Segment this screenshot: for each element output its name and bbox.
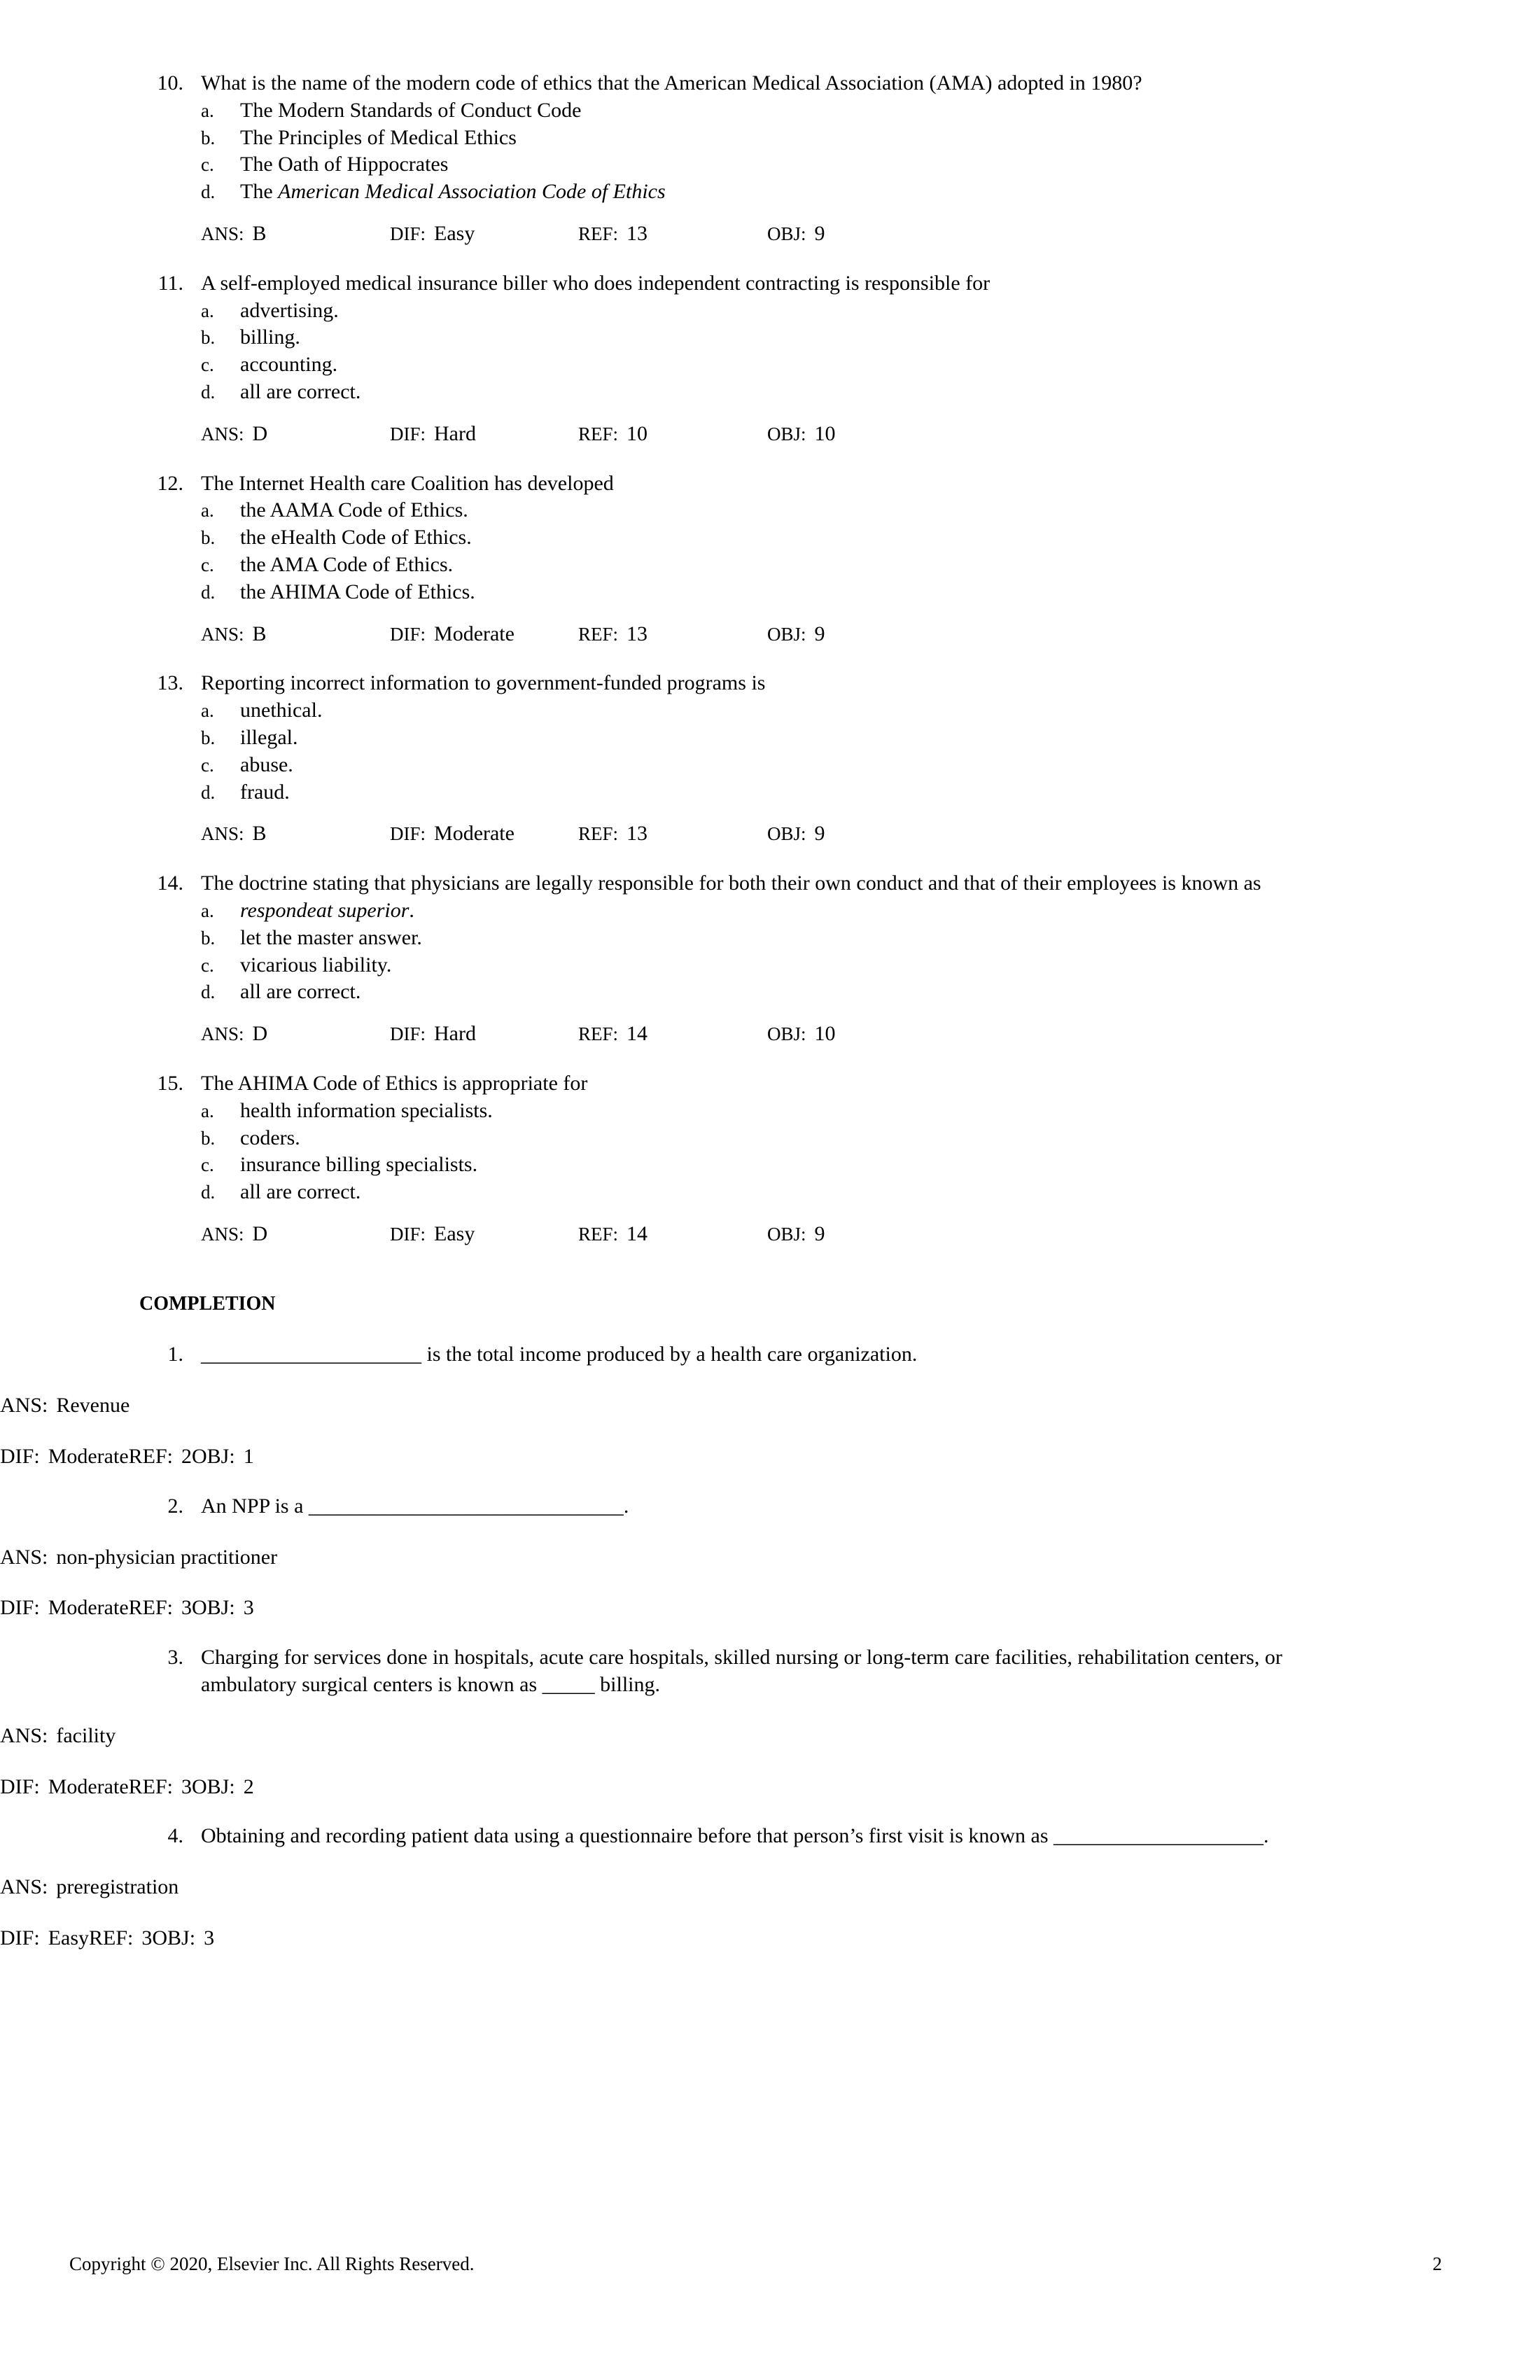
- option-text-plain: the AMA Code of Ethics.: [240, 552, 454, 576]
- reference: [129, 1596, 192, 1619]
- question-number: 10.: [157, 71, 183, 94]
- completion-question-line: [0, 1341, 1540, 1368]
- answer-key-value: B: [252, 221, 267, 245]
- answer-key: [201, 1221, 267, 1248]
- question-stem: [0, 270, 1540, 298]
- question-number: 2.: [167, 1494, 183, 1518]
- answer-metadata: [0, 820, 1540, 848]
- option-text: [240, 697, 322, 724]
- reference-value: 13: [626, 221, 648, 245]
- difficulty-label: DIF:: [0, 1926, 40, 1950]
- objective-label: OBJ:: [152, 1926, 196, 1950]
- answer-metadata: [0, 421, 1540, 448]
- reference: [129, 1775, 192, 1798]
- option-text-plain: the AHIMA Code of Ethics.: [240, 580, 475, 603]
- difficulty-value: Easy: [434, 1222, 475, 1245]
- answer-line: [0, 1723, 1540, 1750]
- answer-metadata: [0, 1443, 1540, 1471]
- option-letter: c.: [201, 954, 214, 976]
- reference: [578, 220, 648, 248]
- question-stem: [0, 470, 1540, 498]
- difficulty-value: Moderate: [48, 1774, 129, 1798]
- reference-value: 3: [181, 1774, 192, 1798]
- completion-item: [0, 1644, 1540, 1800]
- answer-key-label: ANS:: [201, 823, 244, 845]
- question-text: Reporting incorrect information to government-funded programs is: [201, 671, 766, 695]
- completion-item: [0, 1493, 1540, 1622]
- option-text-plain: unethical.: [240, 699, 323, 722]
- difficulty-value: Easy: [48, 1926, 90, 1950]
- option-text: [240, 178, 666, 206]
- reference-value: 13: [626, 622, 648, 645]
- answer-option: [0, 979, 1540, 1006]
- question-text: Charging for services done in hospitals, acute care hospitals, skilled nursing or long-term care facilities, rehabilitation centers, or: [201, 1646, 1282, 1670]
- page-number: 2: [1432, 2253, 1442, 2274]
- answer-key: [0, 1394, 130, 1417]
- difficulty-label: DIF:: [390, 823, 426, 845]
- reference-value: 10: [626, 421, 648, 445]
- page-footer: [69, 2250, 1442, 2278]
- objective: [192, 1775, 254, 1798]
- option-text: [240, 1125, 300, 1152]
- option-letter: c.: [201, 1154, 214, 1176]
- answer-line: [0, 1544, 1540, 1572]
- objective-value: 10: [814, 1022, 836, 1046]
- option-letter: c.: [201, 154, 214, 176]
- completion-question-line: [0, 1493, 1540, 1520]
- option-text: [240, 1179, 360, 1206]
- option-text-plain: abuse.: [240, 752, 293, 776]
- objective-value: 9: [814, 221, 825, 245]
- reference-label: REF:: [578, 1023, 619, 1045]
- question-stem: [0, 1070, 1540, 1098]
- answer-key-label: ANS:: [201, 1023, 244, 1045]
- option-letter: a.: [201, 99, 214, 121]
- option-text: [240, 979, 360, 1006]
- answer-metadata: [0, 1774, 1540, 1801]
- option-letter: a.: [201, 300, 214, 321]
- objective: [767, 1221, 825, 1248]
- reference-label: REF:: [578, 823, 619, 845]
- answer-key-value: D: [252, 1022, 268, 1046]
- option-letter: b.: [201, 727, 216, 748]
- option-letter: d.: [201, 381, 216, 402]
- reference: [578, 421, 648, 448]
- question-item: [0, 270, 1540, 448]
- answer-option: [0, 897, 1540, 925]
- answer-line: [0, 1392, 1540, 1420]
- option-text-plain: all are correct.: [240, 980, 361, 1004]
- reference: [129, 1445, 192, 1468]
- objective: [192, 1596, 254, 1619]
- question-number: 15.: [157, 1071, 183, 1095]
- question-number: 12.: [157, 471, 183, 495]
- option-letter: a.: [201, 1100, 214, 1121]
- objective: [767, 820, 825, 848]
- question-text: The doctrine stating that physicians are legally responsible for both their own conduct and that of their employees is known as: [201, 872, 1261, 895]
- option-text-plain: health information specialists.: [240, 1098, 493, 1122]
- difficulty: [390, 1221, 475, 1248]
- answer-key: [201, 1021, 267, 1048]
- answer-key-label: ANS:: [201, 423, 244, 444]
- difficulty-label: DIF:: [390, 623, 426, 645]
- reference-value: 3: [181, 1596, 192, 1620]
- option-text: [240, 497, 468, 524]
- reference-label: REF:: [578, 223, 619, 244]
- option-letter: d.: [201, 181, 216, 203]
- question-text: _____________________ is the total income produced by a health care organization.: [201, 1343, 918, 1366]
- answer-key: [201, 421, 267, 448]
- question-item: [0, 870, 1540, 1048]
- answer-key-value: D: [252, 1222, 268, 1245]
- answer-option: [0, 552, 1540, 579]
- reference-value: 2: [181, 1445, 192, 1469]
- difficulty-label: DIF:: [390, 1023, 426, 1045]
- option-text: [240, 379, 360, 406]
- reference-label: REF:: [578, 623, 619, 645]
- objective-value: 3: [204, 1926, 215, 1950]
- option-text-plain: vicarious liability.: [240, 953, 392, 976]
- difficulty: [390, 220, 475, 248]
- question-text: ambulatory surgical centers is known as _____ billing.: [201, 1673, 661, 1697]
- objective-label: OBJ:: [192, 1596, 235, 1620]
- question-number: 3.: [167, 1646, 183, 1670]
- objective-value: 1: [243, 1445, 254, 1469]
- option-text-plain: all are correct.: [240, 379, 361, 403]
- answer-metadata: [0, 1021, 1540, 1048]
- option-text-plain: fraud.: [240, 780, 290, 804]
- option-letter: d.: [201, 981, 216, 1003]
- option-text: [240, 298, 339, 325]
- objective: [767, 421, 836, 448]
- question-text: A self-employed medical insurance biller who does independent contracting is responsible for: [201, 271, 990, 295]
- answer-option: [0, 1152, 1540, 1179]
- option-text-plain: insurance billing specialists.: [240, 1153, 478, 1177]
- difficulty: [390, 621, 514, 648]
- option-text-plain: billing.: [240, 326, 300, 349]
- option-text-plain: coders.: [240, 1126, 300, 1149]
- reference: [578, 621, 648, 648]
- option-letter: b.: [201, 527, 216, 549]
- objective-value: 3: [243, 1596, 254, 1620]
- option-text-plain: let the master answer.: [240, 925, 422, 949]
- reference: [578, 1021, 648, 1048]
- answer-option: [0, 779, 1540, 806]
- answer-option: [0, 125, 1540, 152]
- objective-label: OBJ:: [767, 223, 806, 244]
- difficulty-label: DIF:: [390, 1223, 426, 1245]
- reference: [89, 1926, 152, 1949]
- reference-label: REF:: [578, 1223, 619, 1245]
- option-text-plain: The Modern Standards of Conduct Code: [240, 98, 582, 122]
- answer-key: [201, 820, 267, 848]
- question-stem: [0, 70, 1540, 97]
- answer-option: [0, 1125, 1540, 1152]
- option-text: [240, 151, 448, 178]
- reference-value: 14: [626, 1022, 648, 1046]
- option-text-italic: respondeat superior: [240, 898, 410, 922]
- question-item: [0, 670, 1540, 848]
- objective-label: OBJ:: [767, 823, 806, 845]
- answer-key: [0, 1875, 178, 1898]
- answer-metadata: [0, 621, 1540, 648]
- answer-key-label: ANS:: [201, 623, 244, 645]
- completion-item: [0, 1341, 1540, 1470]
- question-stem: [0, 670, 1540, 697]
- question-item: [0, 70, 1540, 248]
- answer-option: [0, 952, 1540, 979]
- option-letter: b.: [201, 1127, 216, 1149]
- option-letter: d.: [201, 1182, 216, 1203]
- objective-label: OBJ:: [767, 1223, 806, 1245]
- question-text: What is the name of the modern code of ethics that the American Medical Association (AMA) adopted in 1980?: [201, 71, 1142, 94]
- objective-value: 9: [814, 1222, 825, 1245]
- answer-metadata: [0, 220, 1540, 248]
- answer-key: [201, 220, 267, 248]
- option-letter: c.: [201, 354, 214, 376]
- reference-label: REF:: [128, 1774, 173, 1798]
- objective: [192, 1445, 254, 1468]
- answer-option: [0, 1098, 1540, 1125]
- objective-label: OBJ:: [767, 1023, 806, 1045]
- objective-label: OBJ:: [767, 423, 806, 444]
- completion-item: [0, 1823, 1540, 1952]
- question-number: 11.: [158, 271, 183, 295]
- answer-option: [0, 298, 1540, 325]
- option-letter: d.: [201, 581, 216, 603]
- answer-option: [0, 324, 1540, 351]
- option-text: [240, 724, 298, 752]
- answer-key-label: ANS:: [0, 1875, 48, 1899]
- answer-option: [0, 151, 1540, 178]
- completion-question-line: [0, 1672, 1540, 1699]
- answer-key-value: preregistration: [56, 1875, 179, 1899]
- option-text-plain: advertising.: [240, 298, 339, 322]
- difficulty: [390, 421, 476, 448]
- option-text: [240, 897, 414, 925]
- answer-option: [0, 1179, 1540, 1206]
- question-text: Obtaining and recording patient data using a questionnaire before that person’s first visit is known as ____________________.: [201, 1824, 1269, 1848]
- option-letter: d.: [201, 781, 216, 803]
- completion-question-line: [0, 1823, 1540, 1850]
- question-item: [0, 470, 1540, 648]
- answer-option: [0, 752, 1540, 779]
- answer-option: [0, 178, 1540, 206]
- reference-label: REF:: [128, 1445, 173, 1469]
- question-item: [0, 1070, 1540, 1248]
- answer-option: [0, 351, 1540, 379]
- answer-metadata: [0, 1925, 1540, 1952]
- option-text: [240, 1152, 477, 1179]
- difficulty-value: Moderate: [48, 1445, 129, 1469]
- objective-value: 9: [814, 822, 825, 846]
- option-text: [240, 752, 293, 779]
- answer-key: [0, 1546, 277, 1569]
- answer-key-label: ANS:: [201, 1223, 244, 1245]
- option-text-plain: the AAMA Code of Ethics.: [240, 498, 468, 522]
- option-text: [240, 97, 581, 125]
- option-text: [240, 579, 475, 606]
- answer-key-value: facility: [56, 1723, 116, 1747]
- option-text: [240, 524, 472, 552]
- difficulty: [390, 820, 514, 848]
- difficulty-label: DIF:: [0, 1774, 40, 1798]
- option-letter: c.: [201, 754, 214, 776]
- option-letter: c.: [201, 554, 214, 575]
- difficulty-value: Moderate: [434, 822, 514, 846]
- objective-label: OBJ:: [767, 623, 806, 645]
- difficulty-value: Easy: [434, 221, 475, 245]
- question-stem: [0, 870, 1540, 897]
- answer-key-value: B: [252, 622, 267, 645]
- objective: [767, 1021, 836, 1048]
- option-text: [240, 952, 391, 979]
- option-text: [240, 125, 517, 152]
- answer-line: [0, 1874, 1540, 1901]
- answer-metadata: [0, 1595, 1540, 1622]
- difficulty: [390, 1021, 476, 1048]
- difficulty-label: DIF:: [390, 423, 426, 444]
- option-text: [240, 552, 453, 579]
- option-letter: a.: [201, 899, 214, 921]
- reference-label: REF:: [128, 1596, 173, 1620]
- option-text-plain: The Oath of Hippocrates: [240, 153, 449, 176]
- reference-value: 13: [626, 822, 648, 846]
- reference: [578, 1221, 648, 1248]
- answer-key-value: D: [252, 421, 268, 445]
- difficulty: [0, 1445, 129, 1468]
- option-letter: b.: [201, 327, 216, 349]
- option-text-plain: all are correct.: [240, 1180, 361, 1204]
- difficulty-value: Moderate: [434, 622, 514, 645]
- question-text: The AHIMA Code of Ethics is appropriate for: [201, 1071, 588, 1095]
- question-number: 13.: [157, 671, 183, 695]
- difficulty-label: DIF:: [0, 1596, 40, 1620]
- option-text: [240, 324, 300, 351]
- answer-option: [0, 97, 1540, 125]
- objective-value: 10: [814, 421, 836, 445]
- reference: [578, 820, 648, 848]
- objective-label: OBJ:: [192, 1774, 235, 1798]
- answer-key-value: B: [252, 822, 267, 846]
- option-text: [240, 779, 290, 806]
- option-letter: a.: [201, 700, 214, 722]
- answer-option: [0, 379, 1540, 406]
- reference-label: REF:: [89, 1926, 134, 1950]
- difficulty-value: Hard: [434, 421, 476, 445]
- difficulty: [0, 1926, 89, 1949]
- reference-value: 3: [141, 1926, 153, 1950]
- document-page: [0, 70, 1540, 1975]
- answer-key-value: Revenue: [56, 1394, 130, 1418]
- answer-key-label: ANS:: [0, 1723, 48, 1747]
- answer-key-label: ANS:: [0, 1394, 48, 1418]
- answer-key: [0, 1724, 115, 1747]
- question-number: 4.: [167, 1824, 183, 1848]
- answer-option: [0, 524, 1540, 552]
- question-number: 14.: [157, 872, 183, 895]
- answer-key-label: ANS:: [0, 1545, 48, 1569]
- question-text: The Internet Health care Coalition has developed: [201, 471, 614, 495]
- difficulty: [0, 1775, 129, 1798]
- objective-value: 9: [814, 622, 825, 645]
- difficulty-value: Moderate: [48, 1596, 129, 1620]
- difficulty-label: DIF:: [0, 1445, 40, 1469]
- option-text: [240, 925, 422, 952]
- option-letter: a.: [201, 500, 214, 522]
- answer-metadata: [0, 1221, 1540, 1248]
- option-text-plain: The Principles of Medical Ethics: [240, 125, 517, 149]
- question-text: An NPP is a ______________________________.: [201, 1494, 629, 1518]
- answer-key: [201, 621, 267, 648]
- section-heading: [0, 1291, 1540, 1318]
- option-text-suffix: .: [409, 898, 414, 922]
- option-text-plain: accounting.: [240, 353, 338, 377]
- option-letter: b.: [201, 927, 216, 948]
- option-text-italic: American Medical Association Code of Ethics: [278, 180, 666, 204]
- option-text: [240, 351, 337, 379]
- answer-option: [0, 925, 1540, 952]
- objective: [767, 220, 825, 248]
- answer-option: [0, 497, 1540, 524]
- difficulty: [0, 1596, 129, 1619]
- question-number: 1.: [167, 1343, 183, 1366]
- answer-option: [0, 697, 1540, 724]
- difficulty-value: Hard: [434, 1022, 476, 1046]
- objective-value: 2: [243, 1774, 254, 1798]
- answer-option: [0, 724, 1540, 752]
- answer-key-label: ANS:: [201, 223, 244, 244]
- objective: [152, 1926, 214, 1949]
- option-letter: b.: [201, 127, 216, 148]
- option-text-plain: The: [240, 180, 279, 204]
- reference-label: REF:: [578, 423, 619, 444]
- completion-heading: COMPLETION: [139, 1292, 276, 1315]
- objective-label: OBJ:: [192, 1445, 235, 1469]
- answer-key-value: non-physician practitioner: [56, 1545, 278, 1569]
- answer-option: [0, 579, 1540, 606]
- option-text-plain: the eHealth Code of Ethics.: [240, 526, 472, 550]
- objective: [767, 621, 825, 648]
- option-text-plain: illegal.: [240, 725, 298, 749]
- completion-question-line: [0, 1644, 1540, 1672]
- option-text: [240, 1098, 493, 1125]
- difficulty-label: DIF:: [390, 223, 426, 244]
- reference-value: 14: [626, 1222, 648, 1245]
- copyright-text: Copyright © 2020, Elsevier Inc. All Rights Reserved.: [69, 2253, 475, 2274]
